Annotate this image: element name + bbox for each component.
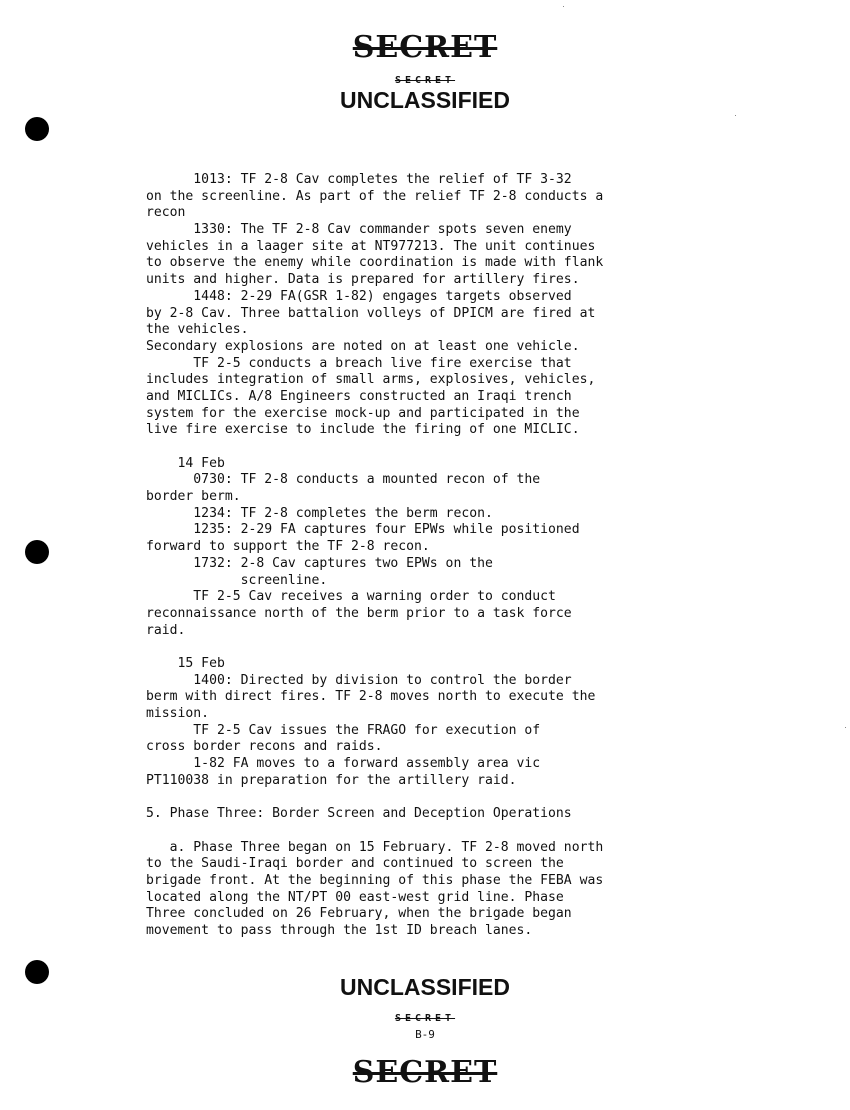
- header-secret-mark: SECRET: [352, 30, 498, 65]
- body-line: border berm.: [146, 489, 241, 505]
- body-line: a. Phase Three began on 15 February. TF 2-8 moved north: [146, 839, 604, 855]
- body-line: system for the exercise mock-up and participated in the: [146, 405, 580, 421]
- punch-hole-middle: [25, 540, 49, 564]
- blank-line: [146, 439, 746, 456]
- body-line: to observe the enemy while coordination is made with flank: [146, 255, 604, 271]
- body-line: units and higher. Data is prepared for artillery fires.: [146, 272, 580, 288]
- body-line: 1732: 2-8 Cav captures two EPWs on the: [146, 555, 493, 571]
- body-line: movement to pass through the 1st ID breach lanes.: [146, 922, 533, 938]
- body-line: 15 Feb: [146, 655, 225, 671]
- body-line: 14 Feb: [146, 455, 225, 471]
- body-line: 1235: 2-29 FA captures four EPWs while positioned: [146, 522, 580, 538]
- blank-line: [146, 789, 746, 806]
- footer-classification: UNCLASSIFIED: [340, 974, 510, 1000]
- body-line: berm with direct fires. TF 2-8 moves north to execute the: [146, 689, 596, 705]
- body-line: brigade front. At the beginning of this phase the FEBA was: [146, 872, 604, 888]
- body-line: PT110038 in preparation for the artillery raid.: [146, 772, 517, 788]
- body-line: 0730: TF 2-8 conducts a mounted recon of the: [146, 472, 541, 488]
- body-line: forward to support the TF 2-8 recon.: [146, 539, 430, 555]
- body-line: to the Saudi-Iraqi border and continued to screen the: [146, 856, 564, 872]
- body-line: 1400: Directed by division to control the border: [146, 672, 572, 688]
- footer-secret-small: SECRET: [394, 1013, 456, 1024]
- header-classification: UNCLASSIFIED: [340, 87, 510, 113]
- body-line: 1234: TF 2-8 completes the berm recon.: [146, 505, 493, 521]
- scan-speck: [845, 727, 846, 728]
- body-line: and MICLICs. A/8 Engineers constructed an Iraqi trench: [146, 388, 572, 404]
- body-line: on the screenline. As part of the relief TF 2-8 conducts a: [146, 188, 604, 204]
- footer-secret-mark: SECRET: [352, 1055, 498, 1090]
- punch-hole-top: [25, 117, 49, 141]
- page-number: B-9: [415, 1028, 435, 1041]
- body-line: TF 2-5 Cav receives a warning order to conduct: [146, 589, 556, 605]
- body-line: 1013: TF 2-8 Cav completes the relief of TF 3-32: [146, 172, 572, 187]
- body-line: 1448: 2-29 FA(GSR 1-82) engages targets observed: [146, 288, 572, 304]
- body-line: 5. Phase Three: Border Screen and Deception Operations: [146, 806, 572, 822]
- scan-speck: [735, 115, 736, 116]
- body-line: Three concluded on 26 February, when the brigade began: [146, 906, 572, 922]
- body-line: by 2-8 Cav. Three battalion volleys of DPICM are fired at: [146, 305, 596, 321]
- body-line: raid.: [146, 622, 186, 638]
- body-line: TF 2-5 conducts a breach live fire exercise that: [146, 355, 572, 371]
- body-line: includes integration of small arms, explosives, vehicles,: [146, 372, 596, 388]
- body-line: Secondary explosions are noted on at least one vehicle.: [146, 338, 580, 354]
- scan-speck: [563, 6, 564, 7]
- body-line: live fire exercise to include the firing of one MICLIC.: [146, 422, 580, 438]
- body-line: located along the NT/PT 00 east-west grid line. Phase: [146, 889, 564, 905]
- body-line: the vehicles.: [146, 322, 249, 338]
- header-secret-small: SECRET: [394, 75, 456, 86]
- body-line: TF 2-5 Cav issues the FRAGO for execution of: [146, 722, 541, 738]
- body-line: screenline.: [146, 572, 328, 588]
- body-line: 1330: The TF 2-8 Cav commander spots seven enemy: [146, 222, 572, 238]
- blank-line: [146, 823, 746, 840]
- body-line: vehicles in a laager site at NT977213. The unit continues: [146, 238, 596, 254]
- body-line: cross border recons and raids.: [146, 739, 383, 755]
- body-line: recon: [146, 205, 186, 221]
- document-body: [146, 172, 746, 940]
- body-line: 1-82 FA moves to a forward assembly area vic: [146, 756, 541, 772]
- body-line: mission.: [146, 706, 210, 721]
- body-line: reconnaissance north of the berm prior to a task force: [146, 605, 572, 621]
- blank-line: [146, 639, 746, 656]
